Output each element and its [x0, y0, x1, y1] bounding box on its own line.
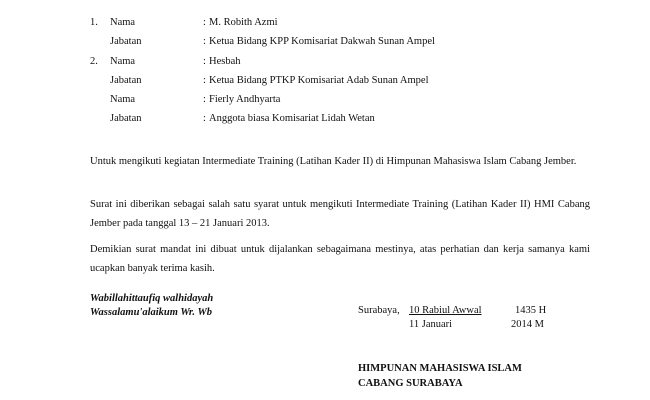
member-colon: :	[203, 17, 206, 28]
member-number: 2.	[90, 56, 98, 67]
paragraph-requirement: Surat ini diberikan sebagai salah satu syarat untuk mengikuti Intermediate Training (Latihan Kader II) HMI Cabang Jember pada tanggal 13 – 21 Januari 2013.	[90, 199, 590, 229]
date-place: Surabaya,	[358, 305, 400, 316]
member-value: Ketua Bidang KPP Komisariat Dakwah Sunan Ampel	[209, 36, 435, 47]
date-hijri-year: 1435 H	[515, 305, 547, 316]
date-masehi-year: 2014 M	[511, 319, 544, 330]
date-masehi-day-month: 11 Januari	[409, 319, 453, 330]
paragraph-purpose: Untuk mengikuti kegiatan Intermediate Training (Latihan Kader II) di Himpunan Mahasiswa Islam Cabang Jember.	[90, 156, 577, 167]
org-name-line-1: HIMPUNAN MAHASISWA ISLAM	[358, 363, 522, 374]
member-number: 1.	[90, 17, 98, 28]
member-label: Jabatan	[110, 75, 142, 86]
member-value: Anggota biasa Komisariat Lidah Wetan	[209, 113, 375, 124]
member-value: Hesbah	[209, 56, 241, 67]
member-label: Nama	[110, 56, 136, 67]
member-colon: :	[203, 75, 206, 86]
member-label: Jabatan	[110, 113, 142, 124]
member-label: Nama	[110, 17, 136, 28]
member-colon: :	[203, 56, 206, 67]
member-label: Jabatan	[110, 36, 142, 47]
closing-line-1: Wabillahittaufiq walhidayah	[90, 293, 214, 304]
member-value: Ketua Bidang PTKP Komisariat Adab Sunan Ampel	[209, 75, 429, 86]
closing-line-2: Wassalamu'alaikum Wr. Wb	[90, 307, 213, 318]
org-name-line-2: CABANG SURABAYA	[358, 378, 463, 389]
paragraph-closing: Demikian surat mandat ini dibuat untuk dijalankan sebagaimana mestinya, atas perhatian dan kerja samanya kami ucapkan banyak terima kasih.	[90, 244, 590, 274]
member-colon: :	[203, 36, 206, 47]
member-colon: :	[203, 113, 206, 124]
member-colon: :	[203, 94, 206, 105]
member-value: Fierly Andhyarta	[209, 94, 281, 105]
date-hijri-day-month: 10 Rabiul Awwal	[409, 305, 482, 316]
member-value: M. Robith Azmi	[209, 17, 278, 28]
member-label: Nama	[110, 94, 136, 105]
